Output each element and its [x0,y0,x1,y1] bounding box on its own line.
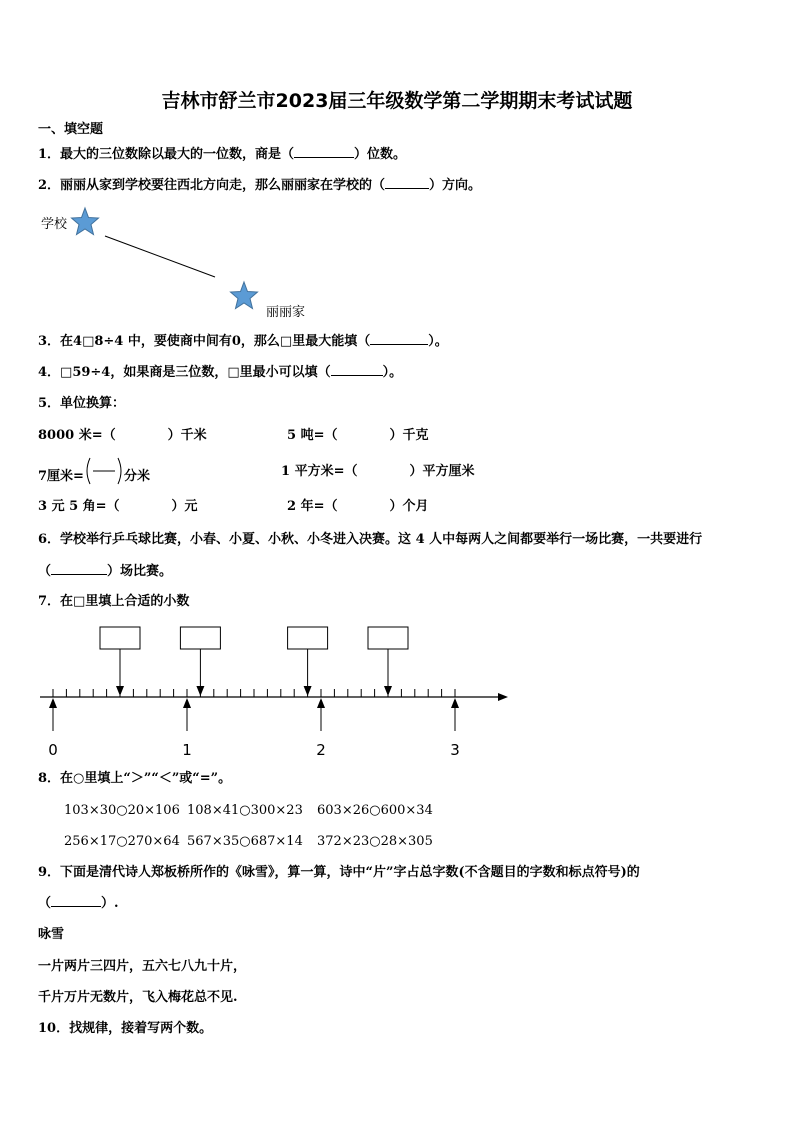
up-arrow-icon [317,698,325,708]
school-label: 学校 [41,217,68,232]
question-9: 9．下面是清代诗人郑板桥所作的《咏雪》，算一算，诗中“片”字占总字数(不含题目的字数和标点符号)的 [38,865,640,880]
question-5-heading: 5．单位换算： [38,396,126,411]
q4-text-end: ）。 [382,365,403,380]
q9-text-end: ）. [101,896,119,911]
poem-title: 咏雪 [38,927,65,942]
axis-label-2: 2 [316,741,326,759]
q5-item-1: 8000 米=（ ）千米 [38,428,207,443]
down-arrow-icon [196,686,204,696]
up-arrow-icon [49,698,57,708]
poem-line-2: 千片万片无数片，飞入梅花总不见. [38,990,238,1005]
answer-box [368,627,408,649]
question-9-line2 [38,895,119,913]
direction-diagram [0,0,794,330]
axis-label-1: 1 [182,741,192,759]
path-line [105,236,215,277]
q5-item-4: 1 平方米=（ ）平方厘米 [281,464,475,479]
question-4 [38,364,402,382]
q3-text: 3．在4□8÷4 中，要使商中间有0，那么□里最大能填（ [38,334,371,349]
home-label: 丽丽家 [266,305,306,320]
page-title: 吉林市舒兰市2023届三年级数学第二学期期末考试试题 [161,90,633,112]
up-arrow-icon [451,698,459,708]
question-6: 6．学校举行乒乓球比赛，小春、小夏、小秋、小冬进入决赛。这 4 人中每两人之间都要举行一场比赛，一共要进行 [38,532,703,547]
q2-text-end: ）方向。 [429,178,482,193]
q5-item-3-post: 分米 [123,469,150,484]
answer-box [180,627,220,649]
question-10: 10．找规律，接着写两个数。 [38,1021,213,1036]
section-heading: 一、填空题 [38,122,104,137]
compare-3[interactable]: 603×26○600×34 [317,803,433,818]
home-star-icon [231,282,258,309]
fraction-blank[interactable] [84,457,124,496]
q5-item-6: 2 年=（ ）个月 [287,499,429,514]
number-line-figure [0,620,794,765]
question-6-line2 [38,563,172,581]
q9-answer-blank[interactable] [51,906,101,907]
answer-box [288,627,328,649]
down-arrow-icon [384,686,392,696]
axis-label-0: 0 [48,741,58,759]
q6-answer-blank[interactable] [51,574,107,575]
question-7: 7．在□里填上合适的小数 [38,594,190,609]
q6-text-end: ）场比赛。 [107,564,173,579]
q4-text: 4．□59÷4，如果商是三位数，□里最小可以填（ [38,365,331,380]
q1-text-end: ）位数。 [354,147,407,162]
q3-text-end: ）。 [428,334,448,349]
q1-text: 1．最大的三位数除以最大的一位数，商是（ [38,147,295,162]
compare-5[interactable]: 567×35○687×14 [187,834,303,849]
axis-arrow-icon [498,693,508,701]
question-3 [38,333,448,351]
q9-text: （ [38,896,52,911]
q4-answer-blank[interactable] [331,375,383,376]
q5-item-2: 5 吨=（ ）千克 [287,428,429,443]
compare-6[interactable]: 372×23○28×305 [317,834,433,849]
q2-text: 2．丽丽从家到学校要往西北方向走，那么丽丽家在学校的（ [38,178,386,193]
down-arrow-icon [116,686,124,696]
number-line [40,627,508,731]
q6-text: （ [38,564,52,579]
q5-item-5: 3 元 5 角=（ ）元 [38,499,198,514]
q5-item-3 [38,457,150,485]
compare-2[interactable]: 108×41○300×23 [187,803,303,818]
axis-label-3: 3 [450,741,460,759]
q3-answer-blank[interactable] [370,344,428,345]
down-arrow-icon [304,686,312,696]
school-star-icon [72,208,99,235]
answer-box [100,627,140,649]
fraction-icon [84,457,124,485]
compare-4[interactable]: 256×17○270×64 [64,834,180,849]
compare-1[interactable]: 103×30○20×106 [64,803,180,818]
up-arrow-icon [183,698,191,708]
q5-item-3-pre: 7厘米= [38,469,84,484]
poem-line-1: 一片两片三四片，五六七八九十片， [38,959,247,974]
question-8: 8．在○里填上“＞”“＜”或“=”。 [38,771,232,786]
